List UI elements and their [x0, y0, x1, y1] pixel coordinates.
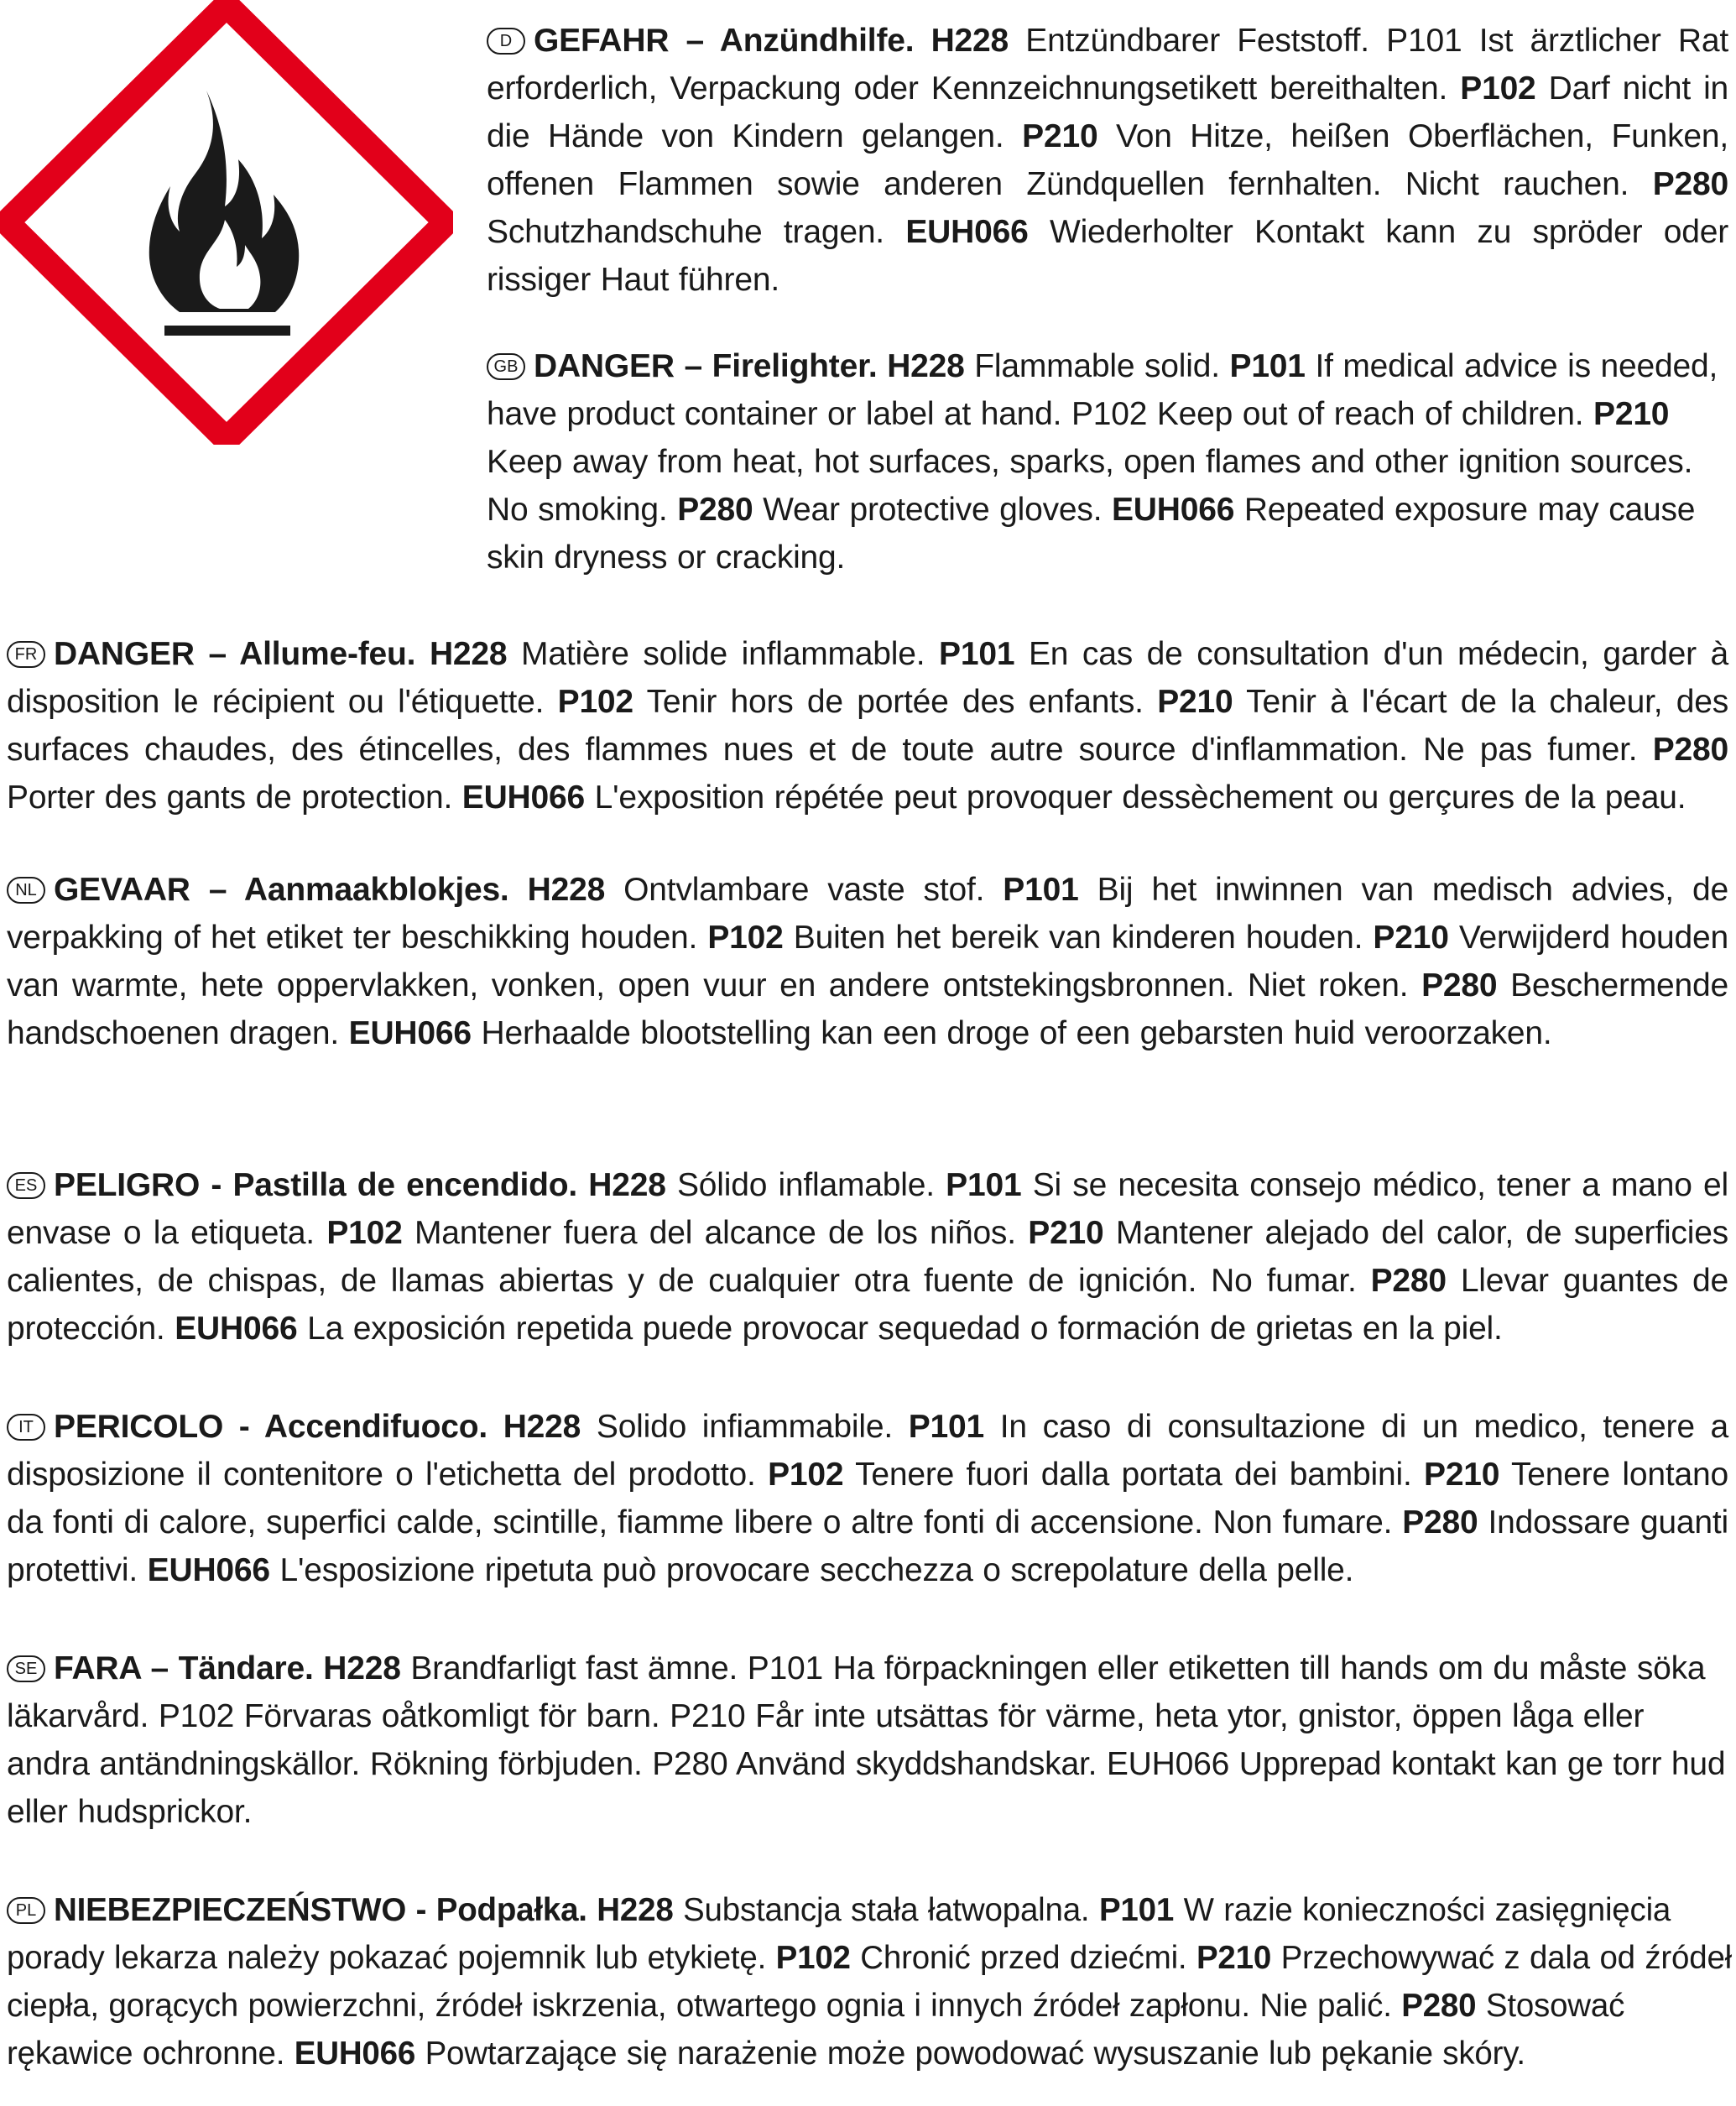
p101-text: If medical advice is needed, have product container or label at hand. — [487, 348, 1718, 432]
signal-word: GEFAHR – Anzündhilfe. — [534, 23, 915, 59]
section-de — [487, 17, 1728, 304]
hazard-text: Matière solide inflammable. — [521, 636, 925, 672]
euh-text: L'esposizione ripetuta può provocare secchezza o screpolature della pelle. — [279, 1552, 1354, 1588]
section-es — [7, 1161, 1728, 1353]
euh-code: EUH066 — [1111, 492, 1235, 528]
p101-text: Si se necesita consejo médico, tener a mano el envase o la etiqueta. — [7, 1167, 1728, 1251]
p210-text: Keep away from heat, hot surfaces, sparks, open flames and other ignition sources. No smoking. — [487, 444, 1693, 528]
euh-text: Repeated exposure may cause skin dryness or cracking. — [487, 492, 1696, 576]
pictogram-base-bar — [164, 326, 290, 336]
euh-code: EUH066 — [175, 1311, 298, 1347]
hazard-code: H228 — [503, 1409, 581, 1445]
hazard-code: H228 — [887, 348, 965, 384]
p102-text: Darf nicht in die Hände von Kindern gelangen. — [487, 70, 1729, 154]
p102-text: Buiten het bereik van kinderen houden. — [793, 920, 1363, 956]
signal-word: FARA – Tändare. — [54, 1650, 314, 1686]
signal-word: NIEBEZPIECZEŃSTWO - Podpałka. — [54, 1892, 587, 1928]
p101-code: P101 — [1098, 1892, 1175, 1928]
p102-text: Chronić przed dziećmi. — [860, 1940, 1187, 1976]
p210-text: Przechowywać z dala od źródeł ciepła, gorących powierzchni, źródeł iskrzenia, otwartego ognia i innych źródeł zapłonu. Nie palić. — [7, 1940, 1733, 2024]
signal-word: PELIGRO - Pastilla de encendido. — [54, 1167, 577, 1203]
p101-text: En cas de consultation d'un médecin, garder à disposition le récipient ou l'étiquette. — [7, 636, 1729, 720]
hazard-code: H228 — [527, 872, 606, 908]
signal-word: DANGER – Allume-feu. — [54, 636, 416, 672]
ghs02-flammable-pictogram — [0, 0, 453, 445]
p210-code: P210 — [1028, 1215, 1104, 1251]
p280-text: Porter des gants de protection. — [7, 779, 453, 816]
section-nl — [7, 866, 1728, 1057]
euh-text: La exposición repetida puede provocar sequedad o formación de grietas en la piel. — [307, 1311, 1503, 1347]
p101-text: In caso di consultazione di un medico, tenere a disposizione il contenitore o l'etichetta del prodotto. — [7, 1409, 1729, 1493]
p102-text: Tenere fuori dalla portata dei bambini. — [855, 1457, 1412, 1493]
p280-text: Wear protective gloves. — [763, 492, 1103, 528]
hazard-text: Substancja stała łatwopalna. — [683, 1892, 1090, 1928]
p280-text: Llevar guantes de protección. — [7, 1263, 1728, 1347]
p280-code: P280 — [1370, 1263, 1447, 1299]
hazard-text: Solido infiammabile. — [596, 1409, 893, 1445]
country-badge-se: SE — [7, 1655, 45, 1682]
country-badge-d: D — [487, 28, 525, 55]
hazard-text: Ontvlambare vaste stof. — [623, 872, 985, 908]
euh-text: Powtarzające się narażenie może powodować wysuszanie lub pękanie skóry. — [425, 2036, 1525, 2072]
country-badge-pl: PL — [7, 1897, 45, 1924]
hazard-text: Flammable solid. — [974, 348, 1220, 384]
p101-code: P101 — [939, 636, 1015, 672]
euh-code: EUH066 — [294, 2036, 416, 2072]
signal-word: DANGER – Firelighter. — [534, 348, 878, 384]
p102-code: P102 — [326, 1215, 403, 1251]
hazard-code: H228 — [323, 1650, 401, 1686]
p102-code: P102 — [707, 920, 784, 956]
p102-code: P102 — [557, 684, 633, 720]
country-badge-fr: FR — [7, 641, 45, 668]
signal-word: PERICOLO - Accendifuoco. — [54, 1409, 487, 1445]
p210-code: P210 — [1157, 684, 1233, 720]
p280-code: P280 — [1652, 732, 1728, 768]
section-fr — [7, 630, 1728, 821]
section-gb — [487, 342, 1728, 581]
hazard-text: Entzündbarer Feststoff. — [1025, 23, 1369, 59]
euh-text: Wiederholter Kontakt kann zu spröder oder rissiger Haut führen. — [487, 214, 1729, 298]
p280-text: Beschermende handschoenen dragen. — [7, 967, 1728, 1051]
p210-text: Tenere lontano da fonti di calore, superfici calde, scintille, fiamme libere o altre fonti di accensione. Non fumare. — [7, 1457, 1728, 1540]
p102-statement: P102 Keep out of reach of children. — [1071, 396, 1584, 432]
signal-word: GEVAAR – Aanmaakblokjes. — [54, 872, 509, 908]
section-se — [7, 1645, 1728, 1836]
hazard-text: Sólido inflamable. — [676, 1167, 935, 1203]
p210-code: P210 — [1022, 118, 1098, 154]
p101-text: Ist ärztlicher Rat erforderlich, Verpackung oder Kennzeichnungsetikett bereithalten. — [487, 23, 1728, 107]
hazard-code: H228 — [597, 1892, 674, 1928]
p280-code: P280 — [677, 492, 753, 528]
section-pl — [7, 1886, 1735, 2077]
country-badge-gb: GB — [487, 353, 525, 380]
country-badge-es: ES — [7, 1172, 45, 1199]
p101-text: W razie konieczności zasięgnięcia porady lekarza należy pokazać pojemnik lub etykietę. — [7, 1892, 1671, 1976]
p210-code: P210 — [1593, 396, 1670, 432]
p102-text: Mantener fuera del alcance de los niños. — [414, 1215, 1016, 1251]
p210-code: P210 — [1196, 1940, 1272, 1976]
hazard-code: H228 — [588, 1167, 666, 1203]
p280-text: Indossare guanti protettivi. — [7, 1504, 1728, 1588]
euh-code: EUH066 — [461, 779, 585, 816]
hazard-code: H228 — [931, 23, 1009, 59]
euh-code: EUH066 — [147, 1552, 270, 1588]
p210-text: Verwijderd houden van warmte, hete oppervlakken, vonken, open vuur en andere ontstekingsbronnen. Niet roken. — [7, 920, 1729, 1003]
p280-code: P280 — [1421, 967, 1498, 1003]
p210-text: Mantener alejado del calor, de superficies calientes, de chispas, de llamas abiertas y de cualquier otra fuente de ignición. No fumar. — [7, 1215, 1728, 1299]
euh-code: EUH066 — [348, 1015, 472, 1051]
p102-code: P102 — [1460, 70, 1536, 107]
p210-code: P210 — [1373, 920, 1449, 956]
p101-text: Bij het inwinnen van medisch advies, de verpakking of het etiket ter beschikking houden. — [7, 872, 1728, 956]
p280-code: P280 — [1401, 1988, 1477, 2024]
section-it — [7, 1403, 1728, 1594]
p280-code: P280 — [1652, 166, 1728, 202]
p280-code: P280 — [1402, 1504, 1478, 1540]
hazard-code: H228 — [429, 636, 508, 672]
p101-code: P101 — [908, 1409, 984, 1445]
p210-text: Von Hitze, heißen Oberflächen, Funken, offenen Flammen sowie anderen Zündquellen fernhalten. Nicht rauchen. — [487, 118, 1728, 202]
p102-code: P102 — [775, 1940, 851, 1976]
p101-code: P101 — [946, 1167, 1022, 1203]
p101-code: P101 — [1229, 348, 1306, 384]
p210-text: Tenir à l'écart de la chaleur, des surfaces chaudes, des étincelles, des flammes nues et de toute autre source d'inflammation. Ne pas fumer. — [7, 684, 1729, 768]
p101-code: P101 — [1003, 872, 1079, 908]
p102-code: P102 — [768, 1457, 844, 1493]
country-badge-nl: NL — [7, 877, 45, 904]
hazard-and-precautions-text: Brandfarligt fast ämne. P101 Ha förpackningen eller etiketten till hands om du måste söka läkarvård. P102 Förvaras oåtkomligt för barn. P210 Får inte utsättas för värme, heta ytor, gnistor, öppen låga eller andra antändningskällor. Rökning förbjuden. P280 Använd skyddshandskar. EUH066 Upprepad kontakt kan ge torr hud eller hudsprickor. — [7, 1650, 1726, 1830]
country-badge-it: IT — [7, 1414, 45, 1441]
euh-code: EUH066 — [905, 214, 1029, 250]
p210-code: P210 — [1424, 1457, 1500, 1493]
p280-text: Stosować rękawice ochronne. — [7, 1988, 1625, 2072]
p101-code: P101 — [1386, 23, 1462, 59]
p102-text: Tenir hors de portée des enfants. — [646, 684, 1144, 720]
p280-text: Schutzhandschuhe tragen. — [487, 214, 884, 250]
euh-text: L'exposition répétée peut provoquer dessèchement ou gerçures de la peau. — [594, 779, 1686, 816]
euh-text: Herhaalde blootstelling kan een droge of een gebarsten huid veroorzaken. — [481, 1015, 1552, 1051]
